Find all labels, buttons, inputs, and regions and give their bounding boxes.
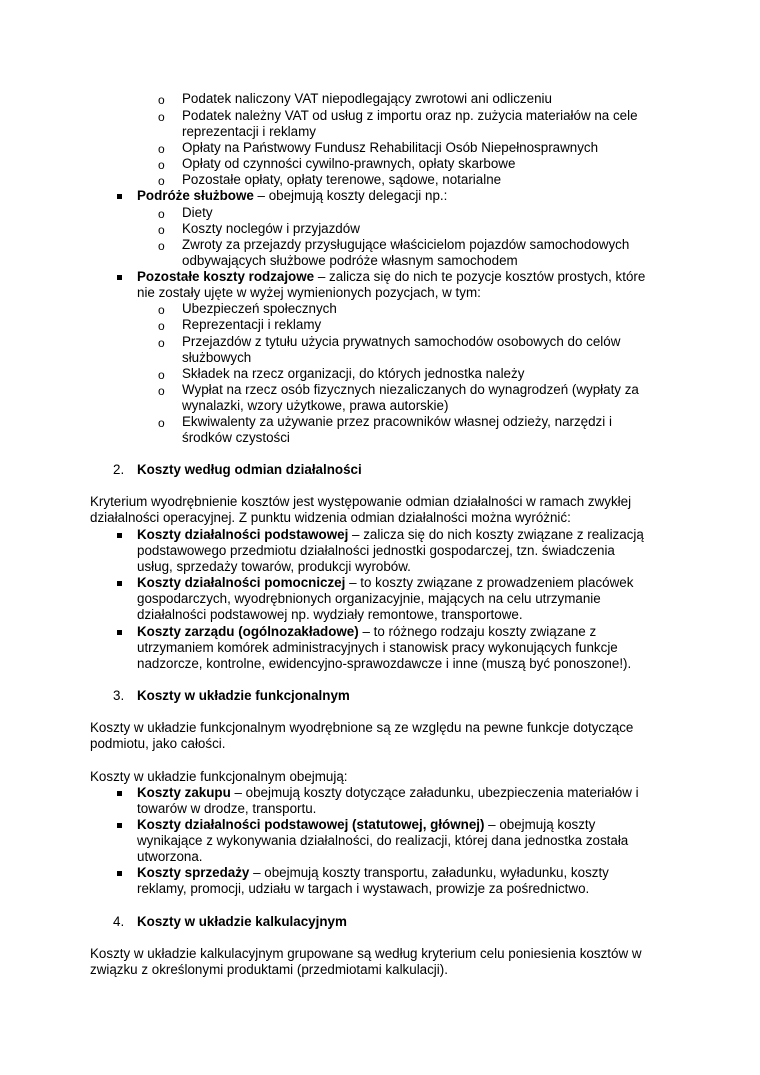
list-item-continuation: wynalazki, wzory użytkowe, prawa autorskie) bbox=[182, 398, 449, 413]
bullet-bold: Koszty zarządu (ogólnozakładowe) bbox=[137, 624, 359, 639]
list-item: Wypłat na rzecz osób fizycznych niezaliczanych do wynagrodzeń (wypłaty za bbox=[182, 382, 639, 397]
square-bullet-icon bbox=[117, 275, 122, 280]
square-bullet-icon bbox=[117, 533, 122, 538]
list-item: Koszty noclegów i przyjazdów bbox=[182, 221, 360, 236]
bullet-continuation: wynikające z wykonywania działalności, do realizacji, której dana jednostka została bbox=[137, 833, 629, 848]
bullet-continuation: działalności podstawowej np. wydziały remontowe, transportowe. bbox=[137, 607, 523, 622]
paragraph-line: Kryterium wyodrębnienie kosztów jest występowanie odmian działalności w ramach zwykłej bbox=[90, 494, 632, 509]
list-item: Opłaty od czynności cywilno-prawnych, opłaty skarbowe bbox=[182, 156, 516, 171]
pozostale-bold: Pozostałe koszty rodzajowe bbox=[137, 269, 315, 284]
square-bullet-icon bbox=[117, 871, 122, 876]
list-item: Diety bbox=[182, 205, 213, 220]
bullet-rest: – to różnego rodzaju koszty związane z bbox=[358, 624, 597, 639]
circle-bullet-icon: o bbox=[158, 239, 165, 253]
bullet-continuation: towarów w drodze, transportu. bbox=[137, 801, 317, 816]
section-heading: Koszty według odmian działalności bbox=[137, 462, 362, 477]
bullet-continuation: usług, sprzedaży towarów, produkcji wyrobów. bbox=[137, 559, 411, 574]
list-item-continuation: środków czystości bbox=[182, 430, 290, 445]
bullet-continuation: gospodarczych, wyodrębnionych organizacyjnie, mających na celu utrzymanie bbox=[137, 591, 601, 606]
list-item: Przejazdów z tytułu użycia prywatnych samochodów osobowych do celów bbox=[182, 334, 621, 349]
bullet-continuation: podstawowego przedmiotu działalności jednostki gospodarczej, tzn. świadczenia bbox=[137, 543, 615, 558]
circle-bullet-icon: o bbox=[158, 319, 165, 333]
circle-bullet-icon: o bbox=[158, 336, 165, 350]
circle-bullet-icon: o bbox=[158, 142, 165, 156]
bullet-continuation: utworzona. bbox=[137, 849, 203, 864]
circle-bullet-icon: o bbox=[158, 303, 165, 317]
bullet-item bbox=[137, 865, 609, 881]
paragraph-line: działalności operacyjnej. Z punktu widzenia odmian działalności można wyróżnić: bbox=[90, 510, 571, 525]
list-item-continuation: służbowych bbox=[182, 350, 252, 365]
list-item-continuation: reprezentacji i reklamy bbox=[182, 124, 316, 139]
section-number: 2. bbox=[113, 462, 125, 477]
bullet-rest: – obejmują koszty bbox=[484, 817, 596, 832]
paragraph-line: związku z określonymi produktami (przedmiotami kalkulacji). bbox=[90, 962, 448, 977]
circle-bullet-icon: o bbox=[158, 384, 165, 398]
circle-bullet-icon: o bbox=[158, 174, 165, 188]
circle-bullet-icon: o bbox=[158, 110, 165, 124]
circle-bullet-icon: o bbox=[158, 158, 165, 172]
pozostale-line2: nie zostały ujęte w wyżej wymienionych pozycjach, w tym: bbox=[137, 285, 481, 300]
podroze-rest: – obejmują koszty delegacji np.: bbox=[253, 188, 448, 203]
list-item: Ekwiwalenty za używanie przez pracowników własnej odzieży, narzędzi i bbox=[182, 414, 612, 429]
bullet-item bbox=[137, 527, 644, 543]
list-item: Ubezpieczeń społecznych bbox=[182, 301, 337, 316]
podroze-bold: Podróże służbowe bbox=[137, 188, 254, 203]
list-item: Opłaty na Państwowy Fundusz Rehabilitacji Osób Niepełnosprawnych bbox=[182, 140, 599, 155]
paragraph-line: Koszty w układzie funkcjonalnym wyodrębnione są ze względu na pewne funkcje dotyczące bbox=[90, 720, 634, 735]
bullet-rest: – to koszty związane z prowadzeniem placówek bbox=[345, 575, 634, 590]
bullet-bold: Koszty sprzedaży bbox=[137, 865, 250, 880]
bullet-bold: Koszty zakupu bbox=[137, 785, 231, 800]
paragraph-line: Koszty w układzie funkcjonalnym obejmują: bbox=[90, 769, 348, 784]
bullet-bold: Koszty działalności pomocniczej bbox=[137, 575, 346, 590]
circle-bullet-icon: o bbox=[158, 223, 165, 237]
square-bullet-icon bbox=[117, 630, 122, 635]
list-item: Podatek należny VAT od usług z importu oraz np. zużycia materiałów na cele bbox=[182, 108, 638, 123]
bullet-rest: – obejmują koszty dotyczące załadunku, ubezpieczenia materiałów i bbox=[230, 785, 639, 800]
podroze-heading-line bbox=[137, 188, 447, 204]
pozostale-rest: – zalicza się do nich te pozycje kosztów prostych, które bbox=[314, 269, 646, 284]
section-heading: Koszty w układzie kalkulacyjnym bbox=[137, 914, 347, 929]
section-number: 3. bbox=[113, 688, 125, 703]
paragraph-line: Koszty w układzie kalkulacyjnym grupowane są według kryterium celu poniesienia kosztów w bbox=[90, 946, 642, 961]
section-number: 4. bbox=[113, 914, 125, 929]
bullet-item bbox=[137, 785, 639, 801]
list-item: Podatek naliczony VAT niepodlegający zwrotowi ani odliczeniu bbox=[182, 91, 552, 106]
square-bullet-icon bbox=[117, 791, 122, 796]
bullet-continuation: nadzorcze, kontrolne, ewidencyjno-sprawozdawcze i inne (muszą być ponoszone!). bbox=[137, 656, 632, 671]
bullet-rest: – obejmują koszty transportu, załadunku, wyładunku, koszty bbox=[249, 865, 609, 880]
paragraph-line: podmiotu, jako całości. bbox=[90, 736, 226, 751]
list-item: Pozostałe opłaty, opłaty terenowe, sądowe, notarialne bbox=[182, 172, 502, 187]
section-heading: Koszty w układzie funkcjonalnym bbox=[137, 688, 350, 703]
list-item: Zwroty za przejazdy przysługujące właścicielom pojazdów samochodowych bbox=[182, 237, 630, 252]
bullet-continuation: reklamy, promocji, udziału w targach i wystawach, prowizje za pośrednictwo. bbox=[137, 881, 590, 896]
bullet-rest: – zalicza się do nich koszty związane z realizacją bbox=[348, 527, 644, 542]
circle-bullet-icon: o bbox=[158, 416, 165, 430]
list-item: Składek na rzecz organizacji, do których jednostka należy bbox=[182, 366, 525, 381]
bullet-continuation: utrzymaniem komórek administracyjnych i stanowisk pracy wykonujących funkcje bbox=[137, 640, 618, 655]
bullet-bold: Koszty działalności podstawowej (statutowej, głównej) bbox=[137, 817, 485, 832]
bullet-item bbox=[137, 817, 595, 833]
pozostale-heading-line bbox=[137, 269, 645, 285]
circle-bullet-icon: o bbox=[158, 93, 165, 107]
list-item-continuation: odbywających służbowe podróże własnym samochodem bbox=[182, 253, 518, 268]
square-bullet-icon bbox=[117, 823, 122, 828]
circle-bullet-icon: o bbox=[158, 207, 165, 221]
square-bullet-icon bbox=[117, 194, 122, 199]
square-bullet-icon bbox=[117, 581, 122, 586]
list-item: Reprezentacji i reklamy bbox=[182, 317, 322, 332]
bullet-item bbox=[137, 624, 596, 640]
bullet-item bbox=[137, 575, 633, 591]
bullet-bold: Koszty działalności podstawowej bbox=[137, 527, 349, 542]
circle-bullet-icon: o bbox=[158, 368, 165, 382]
